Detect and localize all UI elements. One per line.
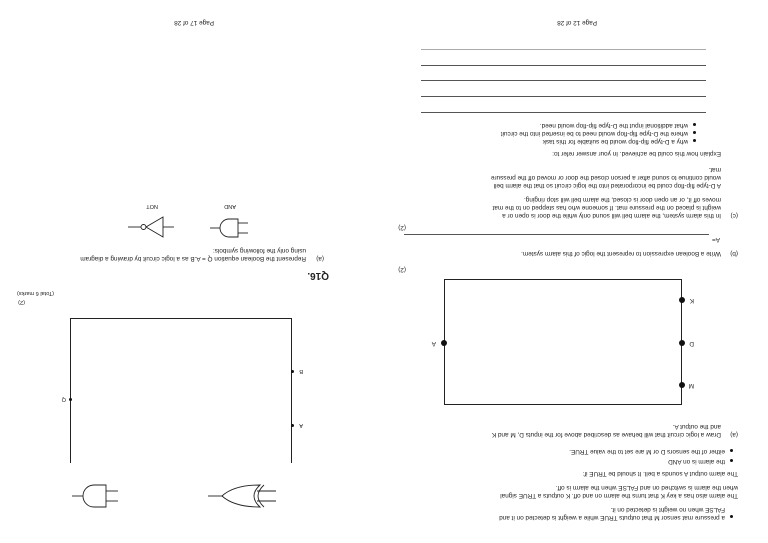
part-a-label: (a)	[730, 431, 738, 438]
output-label-a: A	[431, 340, 436, 347]
condition-text: either of the sensors D or M are set to the value TRUE.	[569, 448, 725, 455]
input-label-k: K	[689, 297, 694, 304]
part-b-marks: (2)	[398, 224, 406, 231]
marks: (2)	[18, 299, 25, 305]
part-c-label: (c)	[730, 212, 738, 219]
part-a-marks: (2)	[398, 266, 406, 273]
answer-line[interactable]	[421, 49, 706, 50]
question-title: Q16.	[307, 270, 329, 281]
answer-line[interactable]	[404, 234, 709, 235]
part-c-point: where the D-type flip-flop would need to be inserted into the circuit	[500, 130, 688, 137]
bullet-dot	[730, 515, 733, 518]
part-c-text: In this alarm system, the alarm bell will sound only while the door is open or a	[502, 212, 721, 219]
and-symbol-label: AND	[224, 203, 236, 209]
gate-symbol-key	[0, 183, 384, 543]
part-c-point: why a D-type flip-flop would be suitable for this task	[542, 138, 688, 145]
part-c-text: would continue to sound after a person closed the door or moved off the pressure	[490, 174, 721, 181]
total-marks: (Total 6 marks)	[17, 290, 54, 296]
input-terminal-d	[679, 340, 685, 346]
page-footer: Page 17 of 28	[174, 19, 214, 26]
part-a-text: Draw a logic circuit that will behave as described above for the inputs D, M and K	[491, 431, 721, 438]
not-symbol-label: NOT	[146, 203, 158, 209]
condition-text: the alarm is on AND	[668, 458, 725, 465]
bullet-text: FALSE when no weight is detected on it.	[610, 506, 725, 513]
input-terminal-m	[679, 382, 685, 388]
part-a-text: Represent the Boolean equation Q = A.B as a logic circuit by drawing a diagram	[80, 255, 306, 262]
output-label-q: Q	[61, 396, 66, 402]
answer-line[interactable]	[421, 112, 706, 113]
answer-line[interactable]	[421, 96, 706, 97]
part-c-point: what additional input the D-type flip-flop would need.	[539, 122, 688, 129]
page-footer: Page 12 of 28	[557, 19, 597, 26]
part-b-text: Write a Boolean expression to represent the logic of this alarm system.	[521, 250, 721, 257]
paragraph-text: when the alarm is switched on and FALSE when the alarm is off.	[555, 484, 738, 491]
part-c-explain: Explain how this could be achieved. In your answer refer to:	[552, 150, 721, 157]
paragraph-text: The alarm output A sounds a bell. It should be TRUE if:	[582, 470, 738, 477]
answer-prefix: A=	[712, 236, 720, 243]
input-terminal-k	[679, 297, 685, 303]
part-c-text: moves off it, or an open door is closed, the alarm bell will stop ringing.	[523, 196, 721, 203]
input-label-b: B	[299, 368, 303, 374]
bullet-dot	[693, 139, 696, 142]
part-a-text: and the output A.	[672, 423, 721, 430]
circuit-answer-box[interactable]	[444, 279, 682, 405]
bullet-dot	[693, 131, 696, 134]
answer-line[interactable]	[421, 65, 706, 66]
input-label-a: A	[299, 422, 303, 428]
part-c-text: weight is placed on the pressure mat. If someone who has stepped on to the mat	[492, 204, 721, 211]
part-a-text: using only the following symbols:	[212, 247, 306, 254]
bullet-dot	[693, 123, 696, 126]
bullet-dot	[730, 459, 733, 462]
and-gate-icon	[210, 219, 248, 237]
part-c-text: A D-type flip-flop could be incorporated into the logic circuit so that the alarm bell	[493, 182, 721, 189]
input-label-m: M	[688, 382, 694, 389]
bullet-dot	[730, 449, 733, 452]
page-12	[384, 0, 768, 543]
not-gate-icon	[128, 217, 174, 237]
part-b-label: (b)	[730, 250, 738, 257]
part-a-label: (a)	[316, 255, 324, 262]
paragraph-text: The alarm also has a key K that turns the alarm on and off. K outputs a TRUE signal	[500, 492, 738, 499]
part-c-text: mat.	[708, 166, 721, 173]
output-terminal-a	[441, 340, 447, 346]
bullet-text: a pressure mat sensor M that outputs TRUE while a weight is detected on it and	[499, 514, 725, 521]
answer-line[interactable]	[421, 80, 706, 81]
input-label-d: D	[689, 340, 694, 347]
